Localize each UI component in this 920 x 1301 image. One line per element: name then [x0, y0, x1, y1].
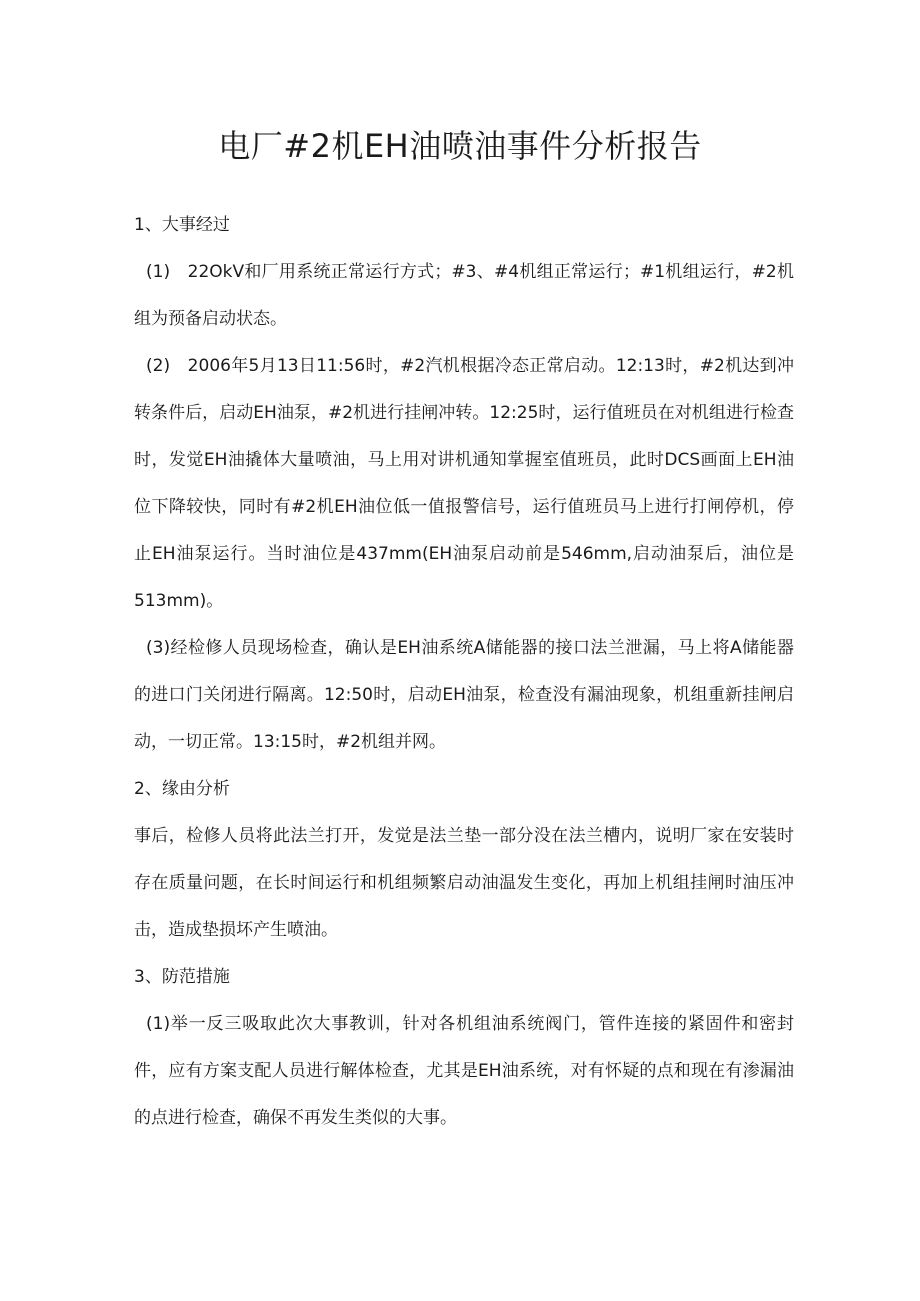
paragraph-1-1: (1) 22OkV和厂用系统正常运行方式；#3、#4机组正常运行；#1机组运行，#2机组为预备启动状态。 — [134, 262, 794, 329]
paragraph-3-1: (1)举一反三吸取此次大事教训，针对各机组油系统阀门，管件连接的紧固件和密封件，应有方案支配人员进行解体检查，尤其是EH油系统，对有怀疑的点和现在有渗漏油的点进行检查，确保不再发生类似的大事。 — [134, 1014, 794, 1128]
section-heading-1: 1、大事经过 — [134, 215, 230, 235]
section-heading-2: 2、缘由分析 — [134, 779, 230, 799]
paragraph-2-1: 事后，检修人员将此法兰打开，发觉是法兰垫一部分没在法兰槽内，说明厂家在安装时存在质量问题，在长时间运行和机组频繁启动油温发生变化，再加上机组挂闸时油压冲击，造成垫损坏产生喷油。 — [134, 826, 794, 940]
paragraph-1-3: (3)经检修人员现场检查，确认是EH油系统A储能器的接口法兰泄漏，马上将A储能器的进口门关闭进行隔离。12:50时，启动EH油泵，检查没有漏油现象，机组重新挂闸启动，一切正常。13:15时，#2机组并网。 — [134, 638, 794, 752]
section-heading-3: 3、防范措施 — [134, 967, 230, 987]
document-title: 电厂#2机EH油喷油事件分析报告 — [218, 127, 702, 165]
document-body — [134, 202, 794, 1142]
paragraph-1-2: (2) 2006年5月13日11:56时，#2汽机根据冷态正常启动。12:13时，#2机达到冲转条件后，启动EH油泵，#2机进行挂闸冲转。12:25时，运行值班员在对机组进行检查时，发觉EH油撬体大量喷油，马上用对讲机通知掌握室值班员，此时DCS画面上EH油位下降较快，同时有#2机EH油位低一值报警信号，运行值班员马上进行打闸停机，停止EH油泵运行。当时油位是437mm(EH油泵启动前是546mm,启动油泵后，油位是513mm)。 — [134, 356, 794, 611]
